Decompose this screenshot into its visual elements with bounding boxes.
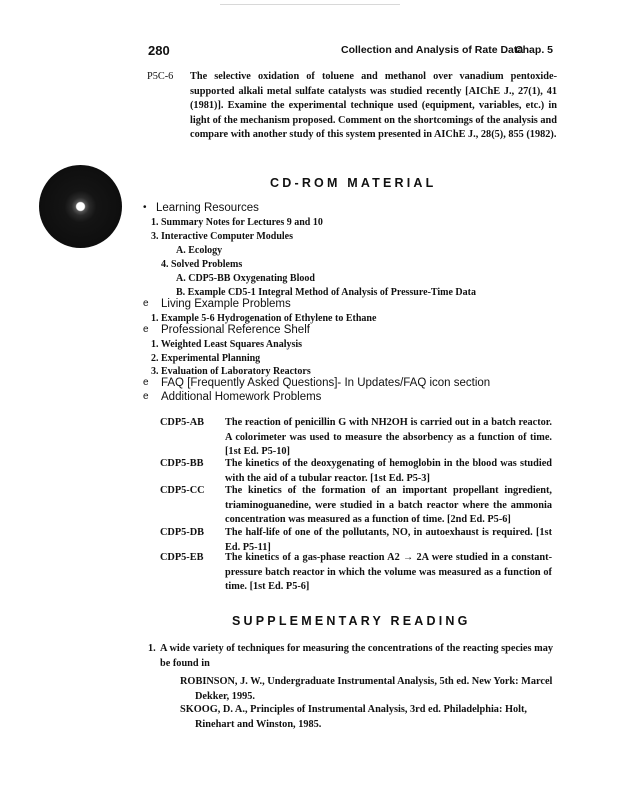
cdp-problem-row	[160, 457, 552, 486]
cdp-problem-row	[160, 416, 552, 460]
page-number: 280	[148, 43, 170, 58]
cd-rom-icon	[39, 165, 122, 248]
supplementary-item	[148, 642, 553, 672]
cdp-text: The kinetics of a gas-phase reaction A2 → 2A were studied in a constant-pressure batch reactor in which the volume was measured as a function of time. [1st Ed. P5-6]	[225, 552, 552, 593]
outline-item: e FAQ [Frequently Asked Questions]- In Updates/FAQ icon section	[143, 377, 491, 389]
outline-item: 3. Evaluation of Laboratory Reactors	[151, 366, 311, 377]
outline-item: e Additional Homework Problems	[143, 391, 322, 403]
reference-entry	[180, 675, 560, 705]
item-text: A wide variety of techniques for measuring the concentrations of the reacting species may be found in	[160, 643, 553, 669]
reference-text: ROBINSON, J. W., Undergraduate Instrumental Analysis, 5th ed. New York: Marcel Dekker, 1995.	[180, 676, 553, 702]
problem-text: The selective oxidation of toluene and methanol over vanadium pentoxide-supported alkali metal sulfate catalysts was studied recently [AIChE J., 27(1), 41 (1981)]. Examine the experimental technique used (equipment, variables, etc.) in light of the mechanism proposed. Comment on the shortcomings of the analysis and compare with another study of this system presented in AIChE J., 28(5), 855 (1982).	[190, 71, 557, 141]
cdrom-section-title: CD-ROM MATERIAL	[270, 176, 437, 190]
cdp-id: CDP5-AB	[160, 417, 205, 428]
outline-item: 4. Solved Problems	[161, 259, 243, 270]
top-rule	[220, 4, 400, 5]
cdp-id: CDP5-EB	[160, 552, 204, 563]
outline-item: A. CDP5-BB Oxygenating Blood	[176, 273, 315, 284]
running-header	[148, 43, 553, 59]
reference-text: SKOOG, D. A., Principles of Instrumental Analysis, 3rd ed. Philadelphia: Holt, Rinehart and Winston, 1985.	[180, 704, 527, 730]
problem-p5c-6	[147, 70, 557, 143]
reference-entry	[180, 703, 560, 733]
cdp-id: CDP5-DB	[160, 527, 205, 538]
cdp-id: CDP5-CC	[160, 485, 205, 496]
outline-item: 1. Weighted Least Squares Analysis	[151, 339, 303, 350]
cdp-text: The half-life of one of the pollutants, NO, in autoexhaust is required. [1st Ed. P5-11]	[225, 527, 552, 553]
outline-item: A. Ecology	[176, 245, 223, 256]
outline-item: e Living Example Problems	[143, 298, 291, 310]
chapter-label: Chap. 5	[515, 44, 553, 56]
outline-item: 1. Summary Notes for Lectures 9 and 10	[151, 217, 323, 228]
cdp-problem-row	[160, 551, 552, 595]
outline-item: 3. Interactive Computer Modules	[151, 231, 294, 242]
outline-item: • Learning Resources	[143, 202, 259, 214]
cdp-problem-row	[160, 484, 552, 528]
outline-item: e Professional Reference Shelf	[143, 324, 310, 336]
cdp-id: CDP5-BB	[160, 458, 204, 469]
item-number: 1.	[148, 643, 156, 654]
problem-id: P5C-6	[147, 71, 174, 82]
cdp-text: The reaction of penicillin G with NH2OH is carried out in a batch reactor. A colorimeter was used to measure the absorbency as a function of time. [1st Ed. P5-10]	[225, 417, 552, 458]
outline-item: B. Example CD5-1 Integral Method of Analysis of Pressure-Time Data	[176, 287, 476, 298]
cdp-text: The kinetics of the formation of an important propellant ingredient, triaminoguanedine, were studied in a batch reactor where the ammonia concentration was measured as a function of time. [2nd Ed. P5-6]	[225, 485, 552, 526]
supplementary-section-title: SUPPLEMENTARY READING	[232, 614, 471, 628]
running-title: Collection and Analysis of Rate Data	[341, 44, 524, 56]
outline-item: 1. Example 5-6 Hydrogenation of Ethylene to Ethane	[151, 313, 377, 324]
cdp-text: The kinetics of the deoxygenating of hemoglobin in the blood was studied with the aid of a tubular reactor. [1st Ed. P5-3]	[225, 458, 552, 484]
outline-item: 2. Experimental Planning	[151, 353, 261, 364]
